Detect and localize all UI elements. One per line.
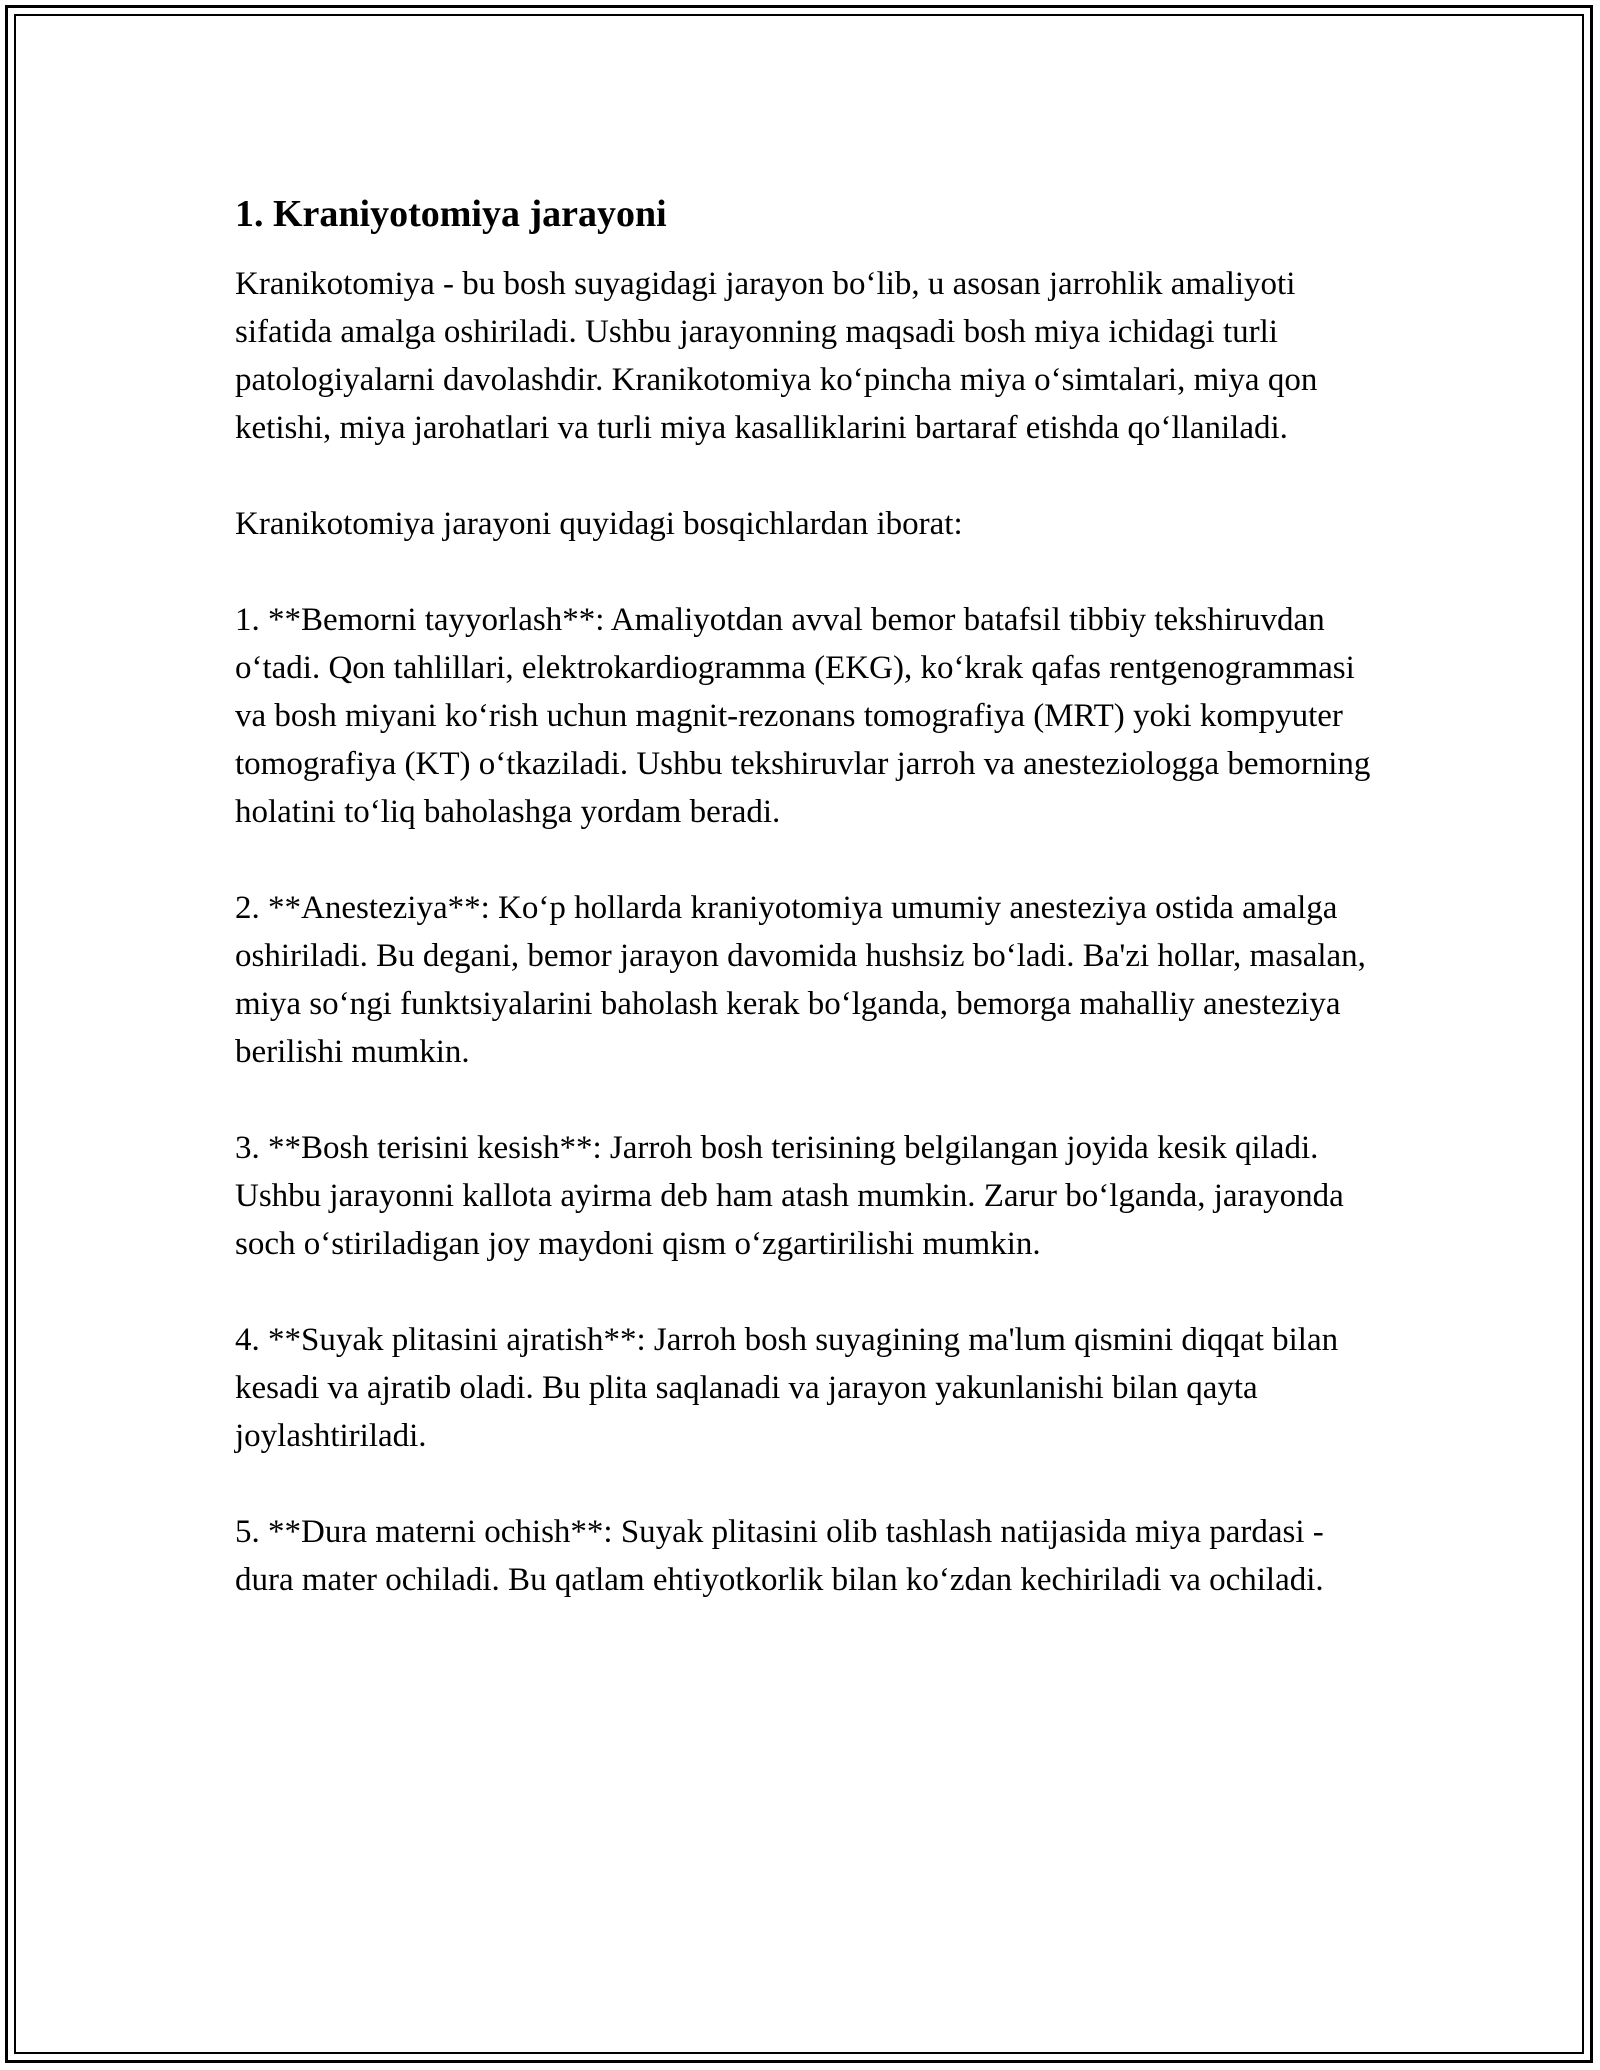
document-body: [235, 188, 1375, 1652]
paragraph-step-1: 1. **Bemorni tayyorlash**: Amaliyotdan avval bemor batafsil tibbiy tekshiruvdan o‘tadi. Qon tahlillari, elektrokardiogramma (EKG), ko‘krak qafas rentgenogrammasi va bosh miyani ko‘rish uchun magnit-rezonans tomografiya (MRT) yoki kompyuter tomografiya (KT) o‘tkaziladi. Ushbu tekshiruvlar jarroh va anesteziologga bemorning holatini to‘liq baholashga yordam beradi.: [235, 602, 1371, 830]
paragraph-step-2: 2. **Anesteziya**: Ko‘p hollarda kraniyotomiya umumiy anesteziya ostida amalga oshiriladi. Bu degani, bemor jarayon davomida hushsiz bo‘ladi. Ba'zi hollar, masalan, miya so‘ngi funktsiyalarini baholash kerak bo‘lganda, bemorga mahalliy anesteziya berilishi mumkin.: [235, 890, 1366, 1070]
paragraph-step-5: 5. **Dura materni ochish**: Suyak plitasini olib tashlash natijasida miya pardasi - dura mater ochiladi. Bu qatlam ehtiyotkorlik bilan ko‘zdan kechiriladi va ochiladi.: [235, 1514, 1324, 1598]
page-title: 1. Kraniyotomiya jarayoni: [235, 193, 667, 235]
paragraph-steps-heading: Kranikotomiya jarayoni quyidagi bosqichlardan iborat:: [235, 506, 963, 542]
paragraph-intro: Kranikotomiya - bu bosh suyagidagi jarayon bo‘lib, u asosan jarrohlik amaliyoti sifatida amalga oshiriladi. Ushbu jarayonning maqsadi bosh miya ichidagi turli patologiyalarni davolashdir. Kranikotomiya ko‘pincha miya o‘simtalari, miya qon ketishi, miya jarohatlari va turli miya kasalliklarini bartaraf etishda qo‘llaniladi.: [235, 266, 1318, 446]
paragraph-step-3: 3. **Bosh terisini kesish**: Jarroh bosh terisining belgilangan joyida kesik qiladi. Ushbu jarayonni kallota ayirma deb ham atash mumkin. Zarur bo‘lganda, jarayonda soch o‘stiriladigan joy maydoni qism o‘zgartirilishi mumkin.: [235, 1130, 1344, 1262]
paragraph-step-4: 4. **Suyak plitasini ajratish**: Jarroh bosh suyagining ma'lum qismini diqqat bilan kesadi va ajratib oladi. Bu plita saqlanadi va jarayon yakunlanishi bilan qayta joylashtiriladi.: [235, 1322, 1339, 1454]
